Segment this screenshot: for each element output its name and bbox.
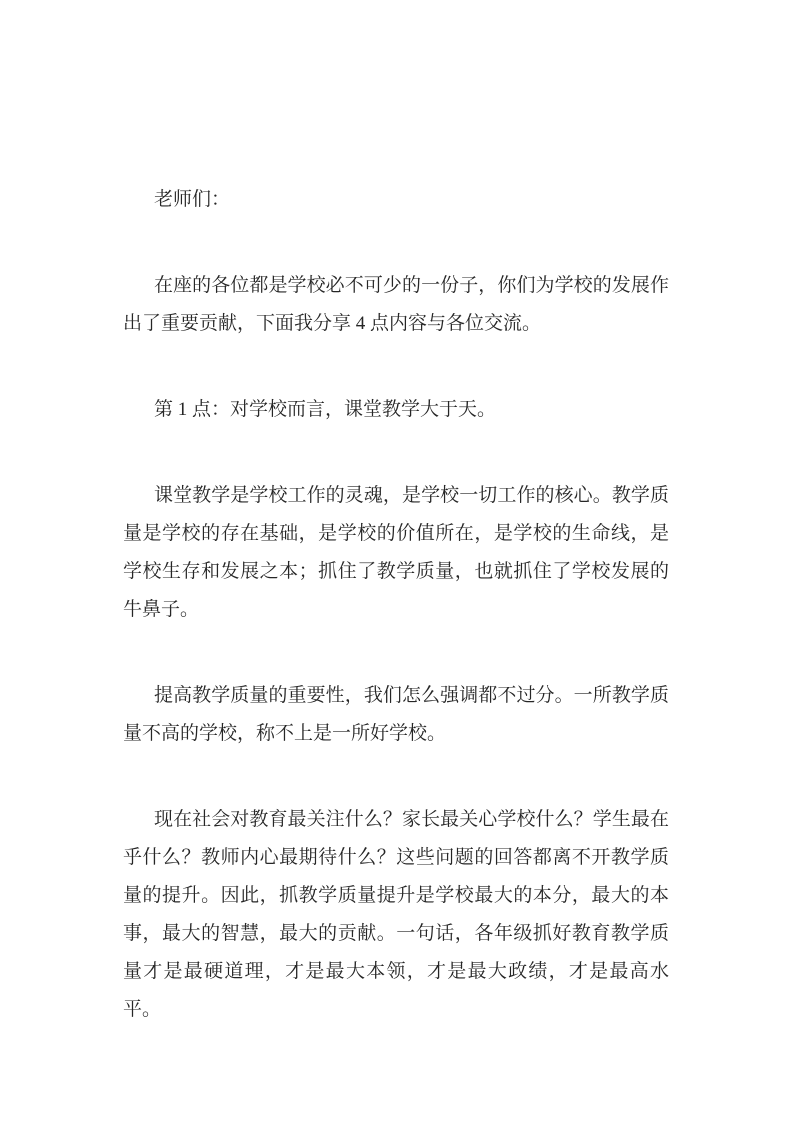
paragraph-intro: 在座的各位都是学校必不可少的一份子，你们为学校的发展作出了重要贡献，下面我分享 4 点内容与各位交流。 bbox=[123, 275, 669, 334]
document-text-block bbox=[123, 181, 669, 1029]
paragraph-salutation: 老师们： bbox=[154, 189, 231, 210]
paragraph-point-1-body-1: 课堂教学是学校工作的灵魂，是学校一切工作的核心。教学质量是学校的存在基础，是学校的价值所在，是学校的生命线，是学校生存和发展之本；抓住了教学质量，也就抓住了学校发展的牛鼻子。 bbox=[123, 485, 669, 620]
paragraph-point-1-body-3: 现在社会对教育最关注什么？家长最关心学校什么？学生最在乎什么？教师内心最期待什么？这些问题的回答都离不开教学质量的提升。因此，抓教学质量提升是学校最大的本分，最大的本事，最大的智慧，最大的贡献。一句话，各年级抓好教育教学质量才是最硬道理，才是最大本领，才是最大政绩，才是最高水平。 bbox=[123, 809, 669, 1020]
paragraph-point-1-heading: 第 1 点：对学校而言，课堂教学大于天。 bbox=[154, 399, 497, 420]
paragraph-point-1-body-2: 提高教学质量的重要性，我们怎么强调都不过分。一所教学质量不高的学校，称不上是一所好学校。 bbox=[123, 685, 669, 744]
